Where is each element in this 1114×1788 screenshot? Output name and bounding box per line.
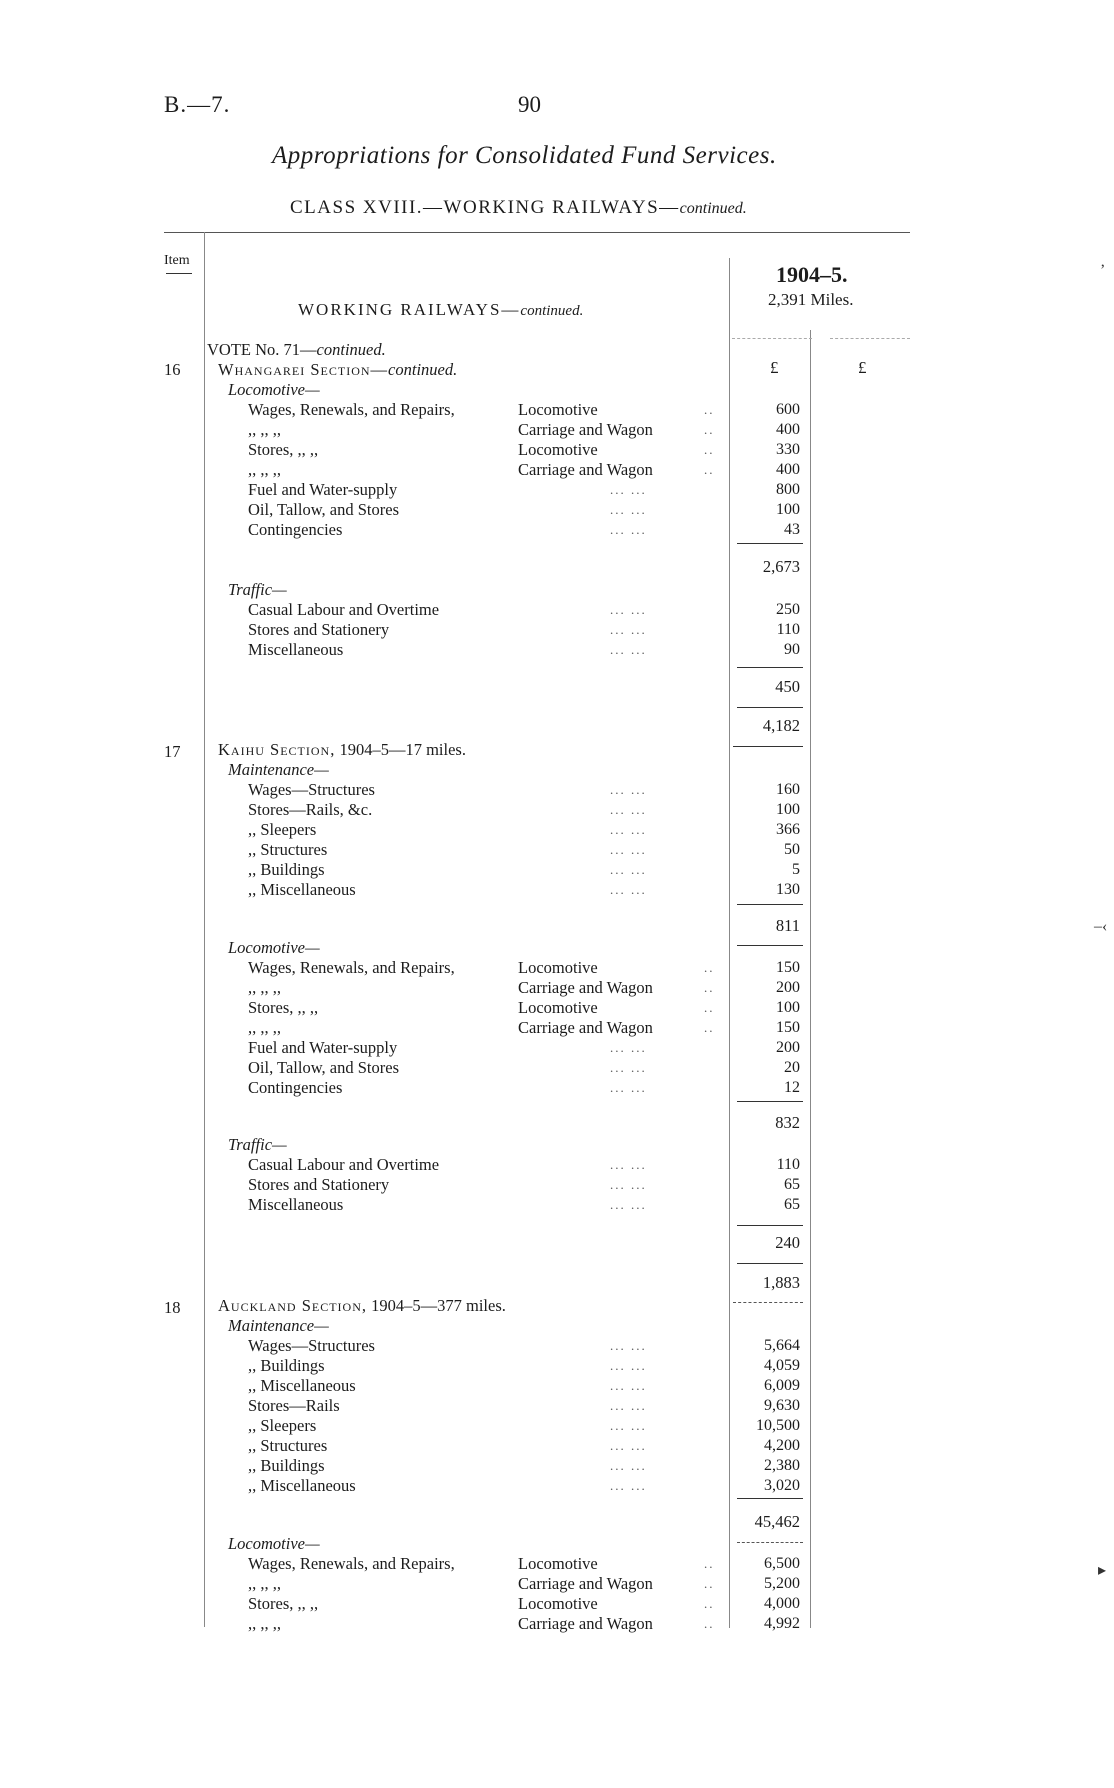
s18-loco-row-sublabel: Carriage and Wagon [518,1574,653,1593]
miles-heading: 2,391 Miles. [768,290,854,309]
s17-loco-row-amount: 20 [784,1059,800,1076]
whangarei-section-title [218,360,457,380]
s16-loco-row-label: Stores, ,, ,, [248,440,319,459]
s16-loco-row-amount: 400 [776,461,800,478]
leader-dots: .. [704,402,715,417]
s18-maint-row-amount: 10,500 [756,1417,800,1434]
s18-maint-rule [737,1498,803,1499]
s16-traffic-rule [737,667,803,668]
s18-maint-row-amount: 5,664 [764,1337,800,1354]
s17-loco-row-label: ,, ,, ,, [248,1018,281,1037]
s17-loco-row-label: Wages, Renewals, and Repairs, [248,958,455,977]
s18-loco-row-label: ,, ,, ,, [248,1574,281,1593]
s17-maint-rule [737,904,803,905]
item-number-16: 16 [164,360,181,379]
page-number: 90 [518,92,541,117]
leader-dots: ... ... [610,522,647,537]
s18-maint-row-amount: 9,630 [764,1397,800,1414]
s16-loco-row-amount: 330 [776,441,800,458]
s17-loco-row-label: Oil, Tallow, and Stores [248,1058,399,1077]
leader-dots: ... ... [610,862,647,877]
pound-sign-subtotals: £ [770,358,779,377]
s18-loco-row-sublabel: Locomotive [518,1594,598,1613]
amount-column-divider-left [729,258,730,1628]
leader-dots: ... ... [610,1157,647,1172]
s16-loco-row-amount: 600 [776,401,800,418]
s17-maint-row-amount: 366 [776,821,800,838]
s17-loco-row-sublabel: Carriage and Wagon [518,978,653,997]
class-subtitle-cont: continued. [679,200,747,217]
s18-maint-row-label: Stores—Rails [248,1396,340,1415]
s17-traffic-row-amount: 110 [776,1156,800,1173]
leader-dots: ... ... [610,1197,647,1212]
leader-dots: .. [704,1556,715,1571]
s18-maint-row-label: ,, Buildings [248,1356,325,1375]
item-number-18: 18 [164,1298,181,1317]
s16-loco-row-amount: 100 [776,501,800,518]
s16-loco-row-sublabel: Carriage and Wagon [518,460,653,479]
leader-dots: ... ... [610,822,647,837]
s17-maintenance-total: 811 [775,916,800,935]
s16-traffic-total: 450 [775,677,800,696]
s18-loco-row-sublabel: Carriage and Wagon [518,1614,653,1633]
s17-loco-row-label: Stores, ,, ,, [248,998,319,1017]
leader-dots: ... ... [610,642,647,657]
s17-loco-row-label: ,, ,, ,, [248,978,281,997]
section-heading [298,300,583,320]
s16-traffic-row-amount: 250 [776,601,800,618]
s18-loco-row-amount: 5,200 [764,1575,800,1592]
leader-dots: ... ... [610,842,647,857]
leader-dots: ... ... [610,1080,647,1095]
whangarei-section-name: Whangarei Section— [218,360,389,379]
leader-dots: ... ... [610,622,647,637]
s16-loco-row-label: Wages, Renewals, and Repairs, [248,400,455,419]
leader-dots: .. [704,1000,715,1015]
s17-traffic-row-label: Casual Labour and Overtime [248,1155,440,1174]
s18-loco-row-label: Stores, ,, ,, [248,1594,319,1613]
s17-loco-row-amount: 100 [776,999,800,1016]
s17-maint-row-label: ,, Structures [248,840,328,859]
s17-loco-row-label: Fuel and Water-supply [248,1038,398,1057]
s18-maint-row-label: Wages—Structures [248,1336,375,1355]
s16-section-total: 4,182 [762,716,800,735]
s17-loco-row-label: Contingencies [248,1078,343,1097]
leader-dots: ... ... [610,502,647,517]
s16-loco-row-label: Fuel and Water-supply [248,480,398,499]
s17-traffic-rule [737,1225,803,1226]
section-heading-main: WORKING RAILWAYS— [298,300,521,319]
class-subtitle-main: CLASS XVIII.—WORKING RAILWAYS— [290,197,680,218]
leader-dots: ... ... [610,1418,647,1433]
s17-maint-row-label: ,, Miscellaneous [248,880,356,899]
s16-section-rule [737,707,803,708]
leader-dots: ... ... [610,602,647,617]
s17-maintenance-heading: Maintenance— [228,760,329,779]
item-column-label: Item [164,253,190,268]
kaihu-section-title [218,740,466,760]
s17-loco-top-rule [737,945,803,946]
s18-loco-top-rule [737,1542,803,1543]
s17-section-rule [737,1263,803,1264]
margin-mark: –‹ [1094,918,1108,935]
leader-dots: .. [704,960,715,975]
page-title: Appropriations for Consolidated Fund Services. [272,142,777,169]
s17-traffic-row-amount: 65 [784,1176,800,1193]
leader-dots: ... ... [610,1378,647,1393]
vote-label [207,340,386,360]
auckland-section-title [218,1296,506,1316]
leader-dots: ... ... [610,1398,647,1413]
s17-maint-row-label: Stores—Rails, &c. [248,800,373,819]
leader-dots: ... ... [610,802,647,817]
leader-dots: ... ... [610,1040,647,1055]
s18-maint-row-label: ,, Buildings [248,1456,325,1475]
s16-loco-row-label: ,, ,, ,, [248,460,281,479]
s17-maint-row-amount: 160 [776,781,800,798]
class-subtitle [290,197,747,219]
s18-loco-row-amount: 4,000 [764,1595,800,1612]
leader-dots: ... ... [610,1478,647,1493]
s17-traffic-total: 240 [775,1233,800,1252]
top-rule [164,232,910,233]
s17-maint-row-label: ,, Buildings [248,860,325,879]
item-number-17: 17 [164,742,181,761]
whangarei-section-cont: continued. [388,360,458,379]
leader-dots: .. [704,1596,715,1611]
s16-traffic-heading: Traffic— [228,580,287,599]
s18-maint-row-amount: 6,009 [764,1377,800,1394]
s17-loco-rule [737,1101,803,1102]
s18-loco-row-amount: 4,992 [764,1615,800,1632]
s17-traffic-row-label: Miscellaneous [248,1195,344,1214]
s17-loco-row-sublabel: Locomotive [518,998,598,1017]
s17-maint-row-amount: 130 [776,881,800,898]
s17-maint-row-amount: 5 [792,861,800,878]
leader-dots: .. [704,422,715,437]
s18-locomotive-heading: Locomotive— [228,1534,320,1553]
year-header-rule [732,338,812,339]
margin-mark: ’ [1100,262,1106,279]
s17-loco-row-amount: 200 [776,1039,800,1056]
leader-dots: ... ... [610,1358,647,1373]
s17-maint-row-amount: 50 [784,841,800,858]
s18-maint-row-label: ,, Sleepers [248,1416,317,1435]
s16-traffic-row-label: Stores and Stationery [248,620,390,639]
s17-loco-row-amount: 150 [776,959,800,976]
s17-locomotive-total: 832 [775,1113,800,1132]
pound-sign-totals: £ [858,358,867,377]
s16-traffic-row-amount: 110 [776,621,800,638]
s17-loco-row-sublabel: Locomotive [518,958,598,977]
s18-maintenance-heading: Maintenance— [228,1316,329,1335]
leader-dots: ... ... [610,1060,647,1075]
s18-maint-row-label: ,, Miscellaneous [248,1476,356,1495]
s17-header-rule [733,746,803,747]
s16-loco-row-label: ,, ,, ,, [248,420,281,439]
year-header-rule-2 [830,338,910,339]
year-heading: 1904–5. [776,262,848,287]
s17-maint-row-label: Wages—Structures [248,780,375,799]
s16-traffic-row-amount: 90 [784,641,800,658]
s18-loco-row-amount: 6,500 [764,1555,800,1572]
s16-locomotive-heading: Locomotive— [228,380,320,399]
s16-loco-row-amount: 43 [784,521,800,538]
s17-loco-row-amount: 12 [784,1079,800,1096]
s18-maint-row-amount: 4,059 [764,1357,800,1374]
item-column-divider [204,232,205,1627]
s17-maint-row-label: ,, Sleepers [248,820,317,839]
s17-section-total: 1,883 [762,1273,800,1292]
leader-dots: .. [704,462,715,477]
s17-loco-row-sublabel: Carriage and Wagon [518,1018,653,1037]
s17-traffic-row-label: Stores and Stationery [248,1175,390,1194]
s18-maint-row-amount: 3,020 [764,1477,800,1494]
s17-maint-row-amount: 100 [776,801,800,818]
leader-dots: .. [704,1576,715,1591]
s17-locomotive-heading: Locomotive— [228,938,320,957]
item-label-rule [166,273,192,274]
leader-dots: ... ... [610,1338,647,1353]
s18-maint-row-amount: 4,200 [764,1437,800,1454]
s16-traffic-row-label: Miscellaneous [248,640,344,659]
s16-loco-row-label: Contingencies [248,520,343,539]
s18-maint-row-amount: 2,380 [764,1457,800,1474]
s16-loco-rule [737,543,803,544]
s18-maint-row-label: ,, Structures [248,1436,328,1455]
leader-dots: ... ... [610,1438,647,1453]
s17-loco-row-amount: 150 [776,1019,800,1036]
s16-loco-row-label: Oil, Tallow, and Stores [248,500,399,519]
margin-mark: ▸ [1098,1562,1107,1579]
leader-dots: .. [704,442,715,457]
auckland-section-detail: 1904–5—377 miles. [367,1296,506,1315]
s16-loco-row-sublabel: Carriage and Wagon [518,420,653,439]
vote-label-main: VOTE No. 71— [207,340,317,359]
s17-loco-row-amount: 200 [776,979,800,996]
section-heading-cont: continued. [520,303,584,319]
s16-locomotive-total: 2,673 [762,557,800,576]
s16-traffic-row-label: Casual Labour and Overtime [248,600,440,619]
vote-label-cont: continued. [316,340,386,359]
leader-dots: ... ... [610,1177,647,1192]
leader-dots: .. [704,1020,715,1035]
leader-dots: ... ... [610,782,647,797]
s18-loco-row-label: Wages, Renewals, and Repairs, [248,1554,455,1573]
leader-dots: ... ... [610,1458,647,1473]
leader-dots: .. [704,1616,715,1631]
auckland-section-name: Auckland Section, [218,1296,367,1315]
s18-loco-row-sublabel: Locomotive [518,1554,598,1573]
s18-maintenance-total: 45,462 [754,1512,800,1531]
s16-loco-row-amount: 800 [776,481,800,498]
s18-header-rule [733,1302,803,1303]
leader-dots: ... ... [610,482,647,497]
kaihu-section-name: Kaihu Section, [218,740,336,759]
document-code: B.—7. [164,92,231,117]
s17-traffic-row-amount: 65 [784,1196,800,1213]
s16-loco-row-amount: 400 [776,421,800,438]
leader-dots: ... ... [610,882,647,897]
leader-dots: .. [704,980,715,995]
amount-column-divider-right [810,330,811,1628]
s16-loco-row-sublabel: Locomotive [518,440,598,459]
s17-traffic-heading: Traffic— [228,1135,287,1154]
kaihu-section-detail: 1904–5—17 miles. [335,740,466,759]
s18-loco-row-label: ,, ,, ,, [248,1614,281,1633]
s16-loco-row-sublabel: Locomotive [518,400,598,419]
s18-maint-row-label: ,, Miscellaneous [248,1376,356,1395]
